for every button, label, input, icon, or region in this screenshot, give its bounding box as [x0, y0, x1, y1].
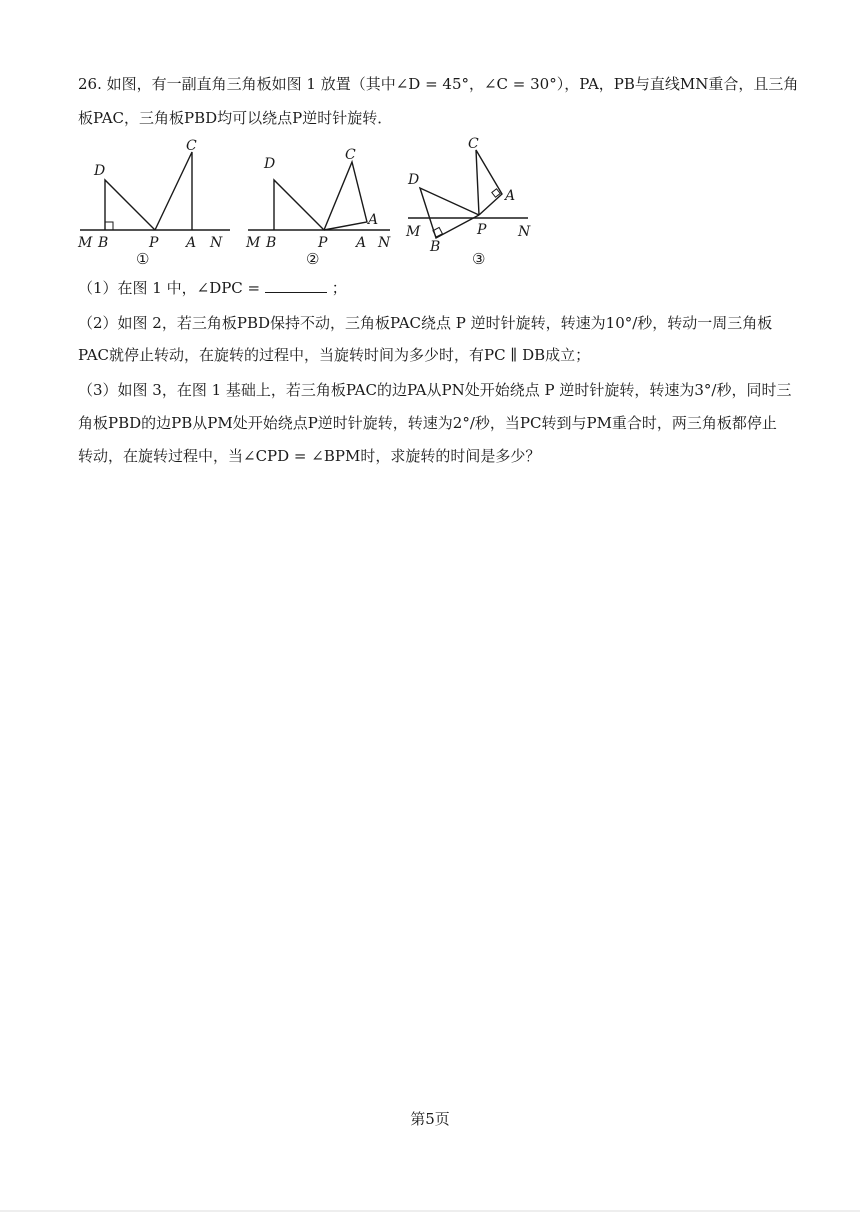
question-1 [78, 278, 347, 298]
figure-2 [245, 147, 391, 268]
problem-line-1: 26. 如图，有一副直角三角板如图 1 放置（其中∠D = 45°，∠C = 30°），PA，PB与直线MN重合，且三角 [78, 75, 799, 93]
fig3-caption: ③ [472, 250, 486, 268]
fig2-label-a: A [356, 235, 367, 251]
figures [70, 130, 540, 270]
fig1-triangle-pac [155, 152, 192, 230]
fig3-triangle-pac [476, 150, 502, 215]
fig1-label-m: M [78, 235, 93, 251]
fig3-label-n: N [518, 224, 531, 240]
fig2-caption: ② [306, 250, 320, 268]
fig3-label-b: B [430, 239, 441, 255]
fig1-label-a: A [186, 235, 197, 251]
fig2-label-a-vertex: A [368, 212, 379, 228]
fig3-label-a: A [505, 188, 516, 204]
figure-3 [405, 136, 531, 268]
fig3-label-m: M [406, 224, 421, 240]
fig2-label-m: M [246, 235, 261, 251]
fig1-label-c: C [186, 138, 197, 154]
fig2-label-b: B [266, 235, 277, 251]
fig3-triangle-pbd [420, 188, 479, 238]
question-1-end: ； [331, 279, 347, 297]
question-3-line-2: 角板PBD的边PB从PM处开始绕点P逆时针旋转，转速为2°/秒，当PC转到与PM重合时，两三角板都停止 [78, 414, 777, 432]
page-bottom-divider [0, 1210, 860, 1212]
fig2-label-d: D [264, 156, 276, 172]
fig2-label-p: P [318, 235, 328, 251]
fig1-label-d: D [94, 163, 106, 179]
fig2-triangle-pac [324, 162, 367, 230]
fig3-label-d: D [408, 172, 420, 188]
figure-1 [77, 138, 230, 268]
question-1-text: （1）在图 1 中，∠DPC = [78, 279, 261, 297]
fig2-label-c: C [345, 147, 356, 163]
question-2-line-2: PAC就停止转动，在旋转的过程中，当旋转时间为多少时，有PC ∥ DB成立； [78, 346, 591, 364]
fig1-label-p: P [149, 235, 159, 251]
problem-line-2: 板PAC，三角板PBD均可以绕点P逆时针旋转． [78, 109, 393, 127]
question-3-line-1: （3）如图 3，在图 1 基础上，若三角板PAC的边PA从PN处开始绕点 P 逆时针旋转，转速为3°/秒，同时三 [78, 381, 792, 399]
fig3-label-p: P [477, 222, 487, 238]
question-3-line-3: 转动，在旋转过程中，当∠CPD = ∠BPM时，求旋转的时间是多少？ [78, 447, 541, 465]
fig1-caption: ① [136, 250, 150, 268]
fig3-label-c: C [468, 136, 479, 152]
fig1-right-angle-mark [105, 222, 113, 230]
fig2-label-n: N [378, 235, 391, 251]
question-2-line-1: （2）如图 2，若三角板PBD保持不动，三角板PAC绕点 P 逆时针旋转，转速为10°/秒，转动一周三角板 [78, 314, 773, 332]
page-number: 第5页 [410, 1110, 450, 1128]
fig1-label-b: B [98, 235, 109, 251]
answer-blank[interactable] [265, 278, 327, 293]
fig2-triangle-pbd [274, 180, 324, 230]
fig1-label-n: N [210, 235, 223, 251]
